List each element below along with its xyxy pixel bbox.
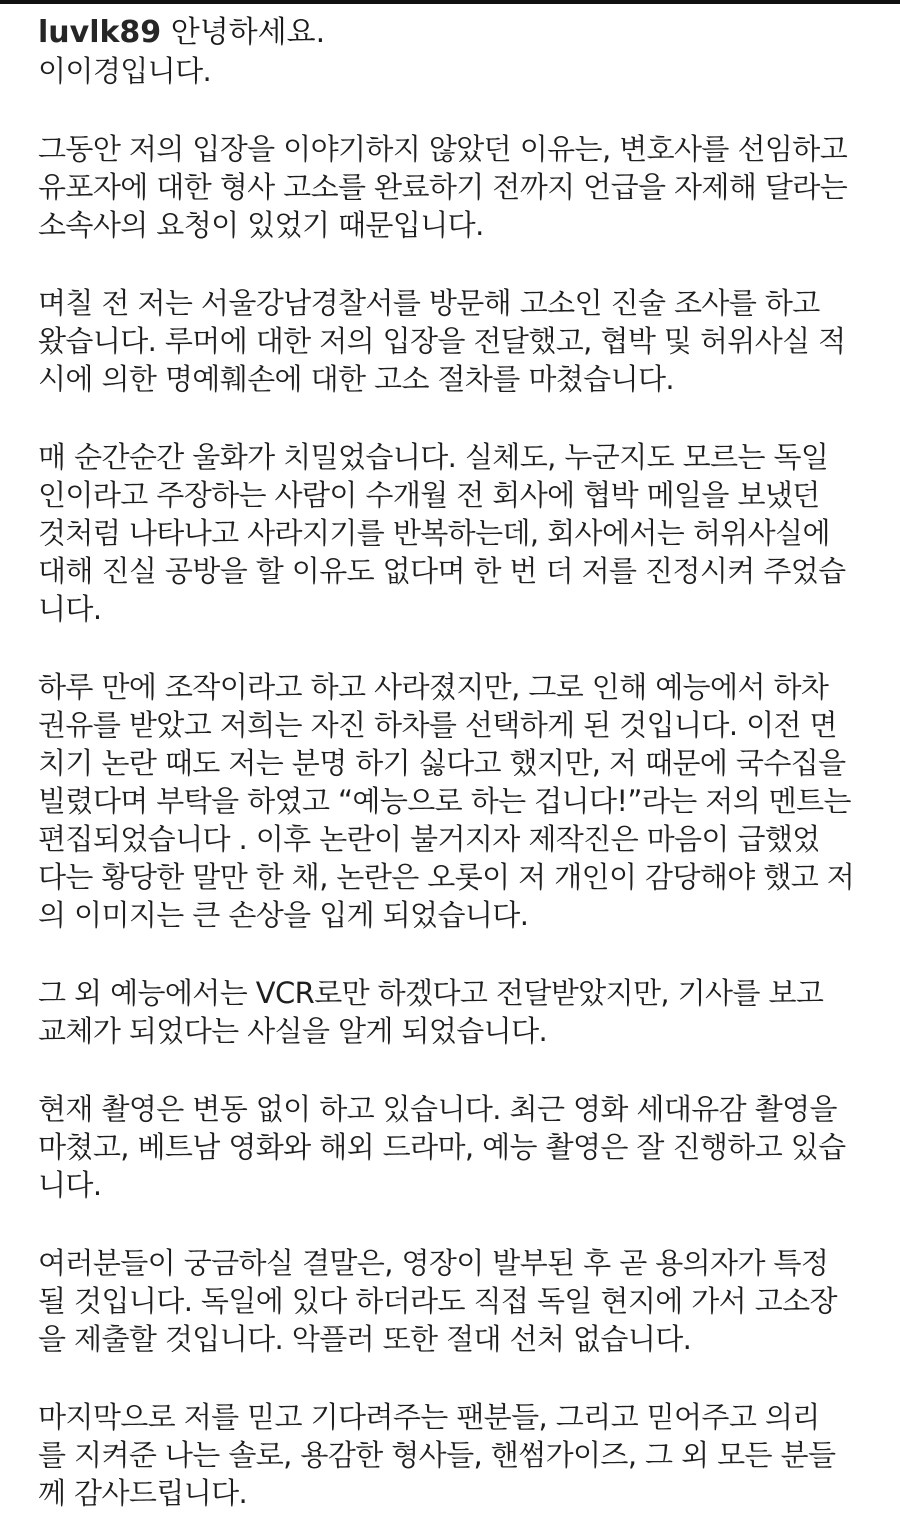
text-line: 것처럼 나타나고 사라지기를 반복하는데, 회사에서는 허위사실에 — [38, 516, 830, 550]
text-line: 빌렸다며 부탁을 하였고 “예능으로 하는 겁니다!”라는 저의 멘트는 — [38, 784, 851, 818]
paragraph-5 — [38, 974, 868, 1050]
paragraph-2 — [38, 284, 868, 398]
paragraph-gap — [38, 1050, 868, 1090]
text-line: 여러분들이 궁금하실 결말은, 영장이 발부된 후 곧 용의자가 특정 — [38, 1246, 829, 1280]
text-line: 왔습니다. 루머에 대한 저의 입장을 전달했고, 협박 및 허위사실 적 — [38, 324, 846, 358]
text-line: 대해 진실 공방을 할 이유도 없다며 한 번 더 저를 진정시켜 주었습 — [38, 554, 846, 588]
username[interactable]: luvlk89 — [38, 15, 162, 50]
text-line: 치기 논란 때도 저는 분명 하기 싫다고 했지만, 저 때문에 국수집을 — [38, 746, 846, 780]
paragraph-1 — [38, 130, 868, 244]
text-line: 다는 황당한 말만 한 채, 논란은 오롯이 저 개인이 감당해야 했고 저 — [38, 860, 855, 894]
text-line: 현재 촬영은 변동 없이 하고 있습니다. 최근 영화 세대유감 촬영을 — [38, 1092, 837, 1126]
text-line: 매 순간순간 울화가 치밀었습니다. 실체도, 누군지도 모르는 독일 — [38, 440, 829, 474]
text-line: 권유를 받았고 저희는 자진 하차를 선택하게 된 것입니다. 이전 면 — [38, 708, 837, 742]
paragraph-gap — [38, 244, 868, 284]
text-line: 니다. — [38, 1168, 102, 1202]
paragraph-gap — [38, 628, 868, 668]
text-line: 시에 의한 명예훼손에 대한 고소 절차를 마쳤습니다. — [38, 362, 675, 396]
paragraph-6 — [38, 1090, 868, 1204]
paragraph-gap — [38, 398, 868, 438]
text-line: 께 감사드립니다. — [38, 1476, 248, 1510]
text-line: 을 제출할 것입니다. 악플러 또한 절대 선처 없습니다. — [38, 1322, 692, 1356]
text-line: 소속사의 요청이 있었기 때문입니다. — [38, 208, 484, 242]
text-line: 마지막으로 저를 믿고 기다려주는 팬분들, 그리고 믿어주고 의리 — [38, 1400, 820, 1434]
text-line: 인이라고 주장하는 사람이 수개월 전 회사에 협박 메일을 보냈던 — [38, 478, 820, 512]
paragraph-gap — [38, 1204, 868, 1244]
paragraph-3 — [38, 438, 868, 628]
text-line: 니다. — [38, 592, 102, 626]
caption-header — [38, 14, 868, 52]
paragraph-4 — [38, 668, 868, 934]
text-line: 교체가 되었다는 사실을 알게 되었습니다. — [38, 1014, 548, 1048]
paragraph-intro — [38, 52, 868, 90]
text-line: 그동안 저의 입장을 이야기하지 않았던 이유는, 변호사를 선임하고 — [38, 132, 848, 166]
text-line: 하루 만에 조작이라고 하고 사라졌지만, 그로 인해 예능에서 하차 — [38, 670, 829, 704]
text-line: 이이경입니다. — [38, 54, 212, 88]
paragraph-gap — [38, 1358, 868, 1398]
paragraph-gap — [38, 934, 868, 974]
text-line: 마쳤고, 베트남 영화와 해외 드라마, 예능 촬영은 잘 진행하고 있습 — [38, 1130, 846, 1164]
greeting: 안녕하세요. — [161, 15, 326, 50]
text-line: 며칠 전 저는 서울강남경찰서를 방문해 고소인 진술 조사를 하고 — [38, 286, 820, 320]
text-line: 를 지켜준 나는 솔로, 용감한 형사들, 핸썸가이즈, 그 외 모든 분들 — [38, 1438, 836, 1472]
text-line: 유포자에 대한 형사 고소를 완료하기 전까지 언급을 자제해 달라는 — [38, 170, 848, 204]
text-line: 의 이미지는 큰 손상을 입게 되었습니다. — [38, 898, 529, 932]
paragraph-8 — [38, 1398, 868, 1512]
post-caption — [38, 14, 868, 1512]
paragraph-7 — [38, 1244, 868, 1358]
text-line: 편집되었습니다 . 이후 논란이 불거지자 제작진은 마음이 급했었 — [38, 822, 820, 856]
top-divider-bar — [0, 0, 900, 4]
text-line: 그 외 예능에서는 VCR로만 하겠다고 전달받았지만, 기사를 보고 — [38, 976, 824, 1010]
text-line: 될 것입니다. 독일에 있다 하더라도 직접 독일 현지에 가서 고소장 — [38, 1284, 837, 1318]
